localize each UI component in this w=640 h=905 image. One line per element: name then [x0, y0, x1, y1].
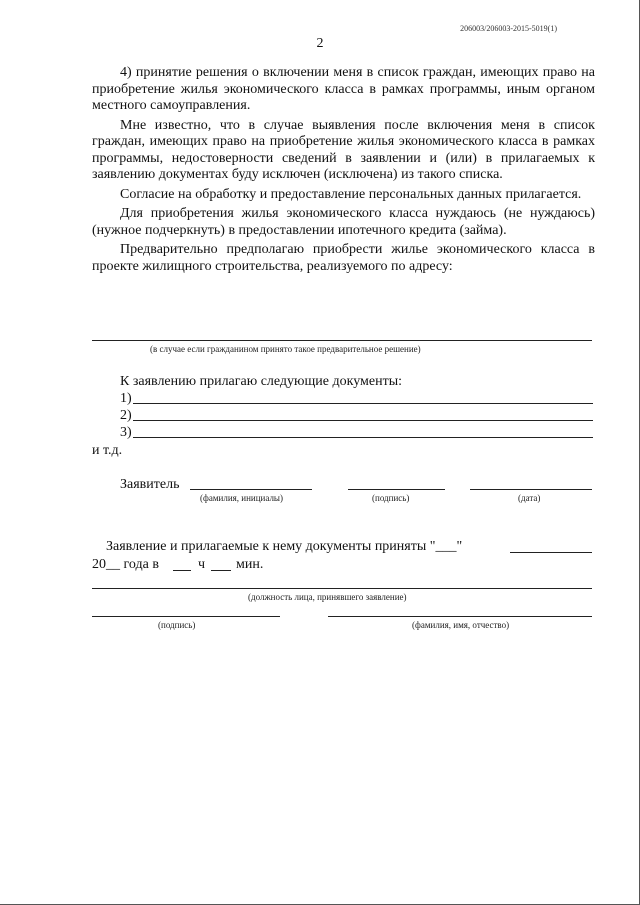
document-item-1-label: 1)	[120, 391, 132, 406]
paragraph-exclusion-notice: Мне известно, что в случае выявления после включения меня в список граждан, имеющих право на приобретение жилья экономического класса в рамках программы, недостоверности сведений в заявлении и (или) в прилагаемых к заявлению документах буду исключен (исключена) из такого списка.	[92, 117, 595, 182]
document-item-2-label: 2)	[120, 408, 132, 423]
address-line[interactable]	[92, 340, 592, 341]
acceptor-fullname-line[interactable]	[328, 616, 592, 617]
acceptance-minute-line[interactable]	[211, 570, 231, 571]
document-item-2-line[interactable]	[133, 420, 593, 421]
applicant-signature-caption: (подпись)	[372, 493, 410, 503]
documents-etc: и т.д.	[92, 443, 123, 458]
acceptance-hour-line[interactable]	[173, 570, 191, 571]
page-number: 2	[316, 36, 324, 51]
acceptor-position-caption: (должность лица, принявшего заявление)	[248, 592, 407, 602]
address-caption: (в случае если гражданином принято такое предварительное решение)	[150, 344, 421, 354]
paragraph-consent: Согласие на обработку и предоставление персональных данных прилагается.	[120, 186, 582, 202]
applicant-signature-line[interactable]	[348, 489, 445, 490]
document-item-1-line[interactable]	[133, 403, 593, 404]
acceptor-signature-line[interactable]	[92, 616, 280, 617]
documents-heading: К заявлению прилагаю следующие документы:	[120, 374, 403, 389]
paragraph-address: Предварительно предполагаю приобрести жилье экономического класса в проекте жилищного строительства, реализуемого по адресу:	[92, 242, 595, 274]
paragraph-item-4: 4) принятие решения о включении меня в список граждан, имеющих право на приобретение жилья экономического класса в рамках программы, иным органом местного самоуправления.	[92, 65, 595, 113]
applicant-name-line[interactable]	[190, 489, 312, 490]
acceptor-fullname-caption: (фамилия, имя, отчество)	[412, 620, 510, 630]
acceptance-year-label: 20__ года в	[92, 557, 159, 572]
acceptance-hour-label: ч	[198, 557, 206, 572]
acceptor-signature-caption: (подпись)	[158, 620, 196, 630]
acceptance-minute-label: мин.	[236, 557, 264, 572]
paragraph-mortgage: Для приобретения жилья экономического класса нуждаюсь (не нуждаюсь) (нужное подчеркнуть) в предоставлении ипотечного кредита (займа).	[92, 206, 595, 238]
applicant-date-caption: (дата)	[518, 493, 541, 503]
applicant-name-caption: (фамилия, инициалы)	[200, 493, 283, 503]
applicant-date-line[interactable]	[470, 489, 592, 490]
acceptance-line-1: Заявление и прилагаемые к нему документы приняты "___"	[106, 539, 463, 554]
document-item-3-label: 3)	[120, 425, 132, 440]
document-item-3-line[interactable]	[133, 437, 593, 438]
document-number: 206003/206003-2015-5019(1)	[460, 24, 557, 33]
acceptance-month-line[interactable]	[510, 552, 592, 553]
document-body	[92, 65, 595, 275]
applicant-label: Заявитель	[120, 477, 180, 492]
acceptor-position-line[interactable]	[92, 588, 592, 589]
